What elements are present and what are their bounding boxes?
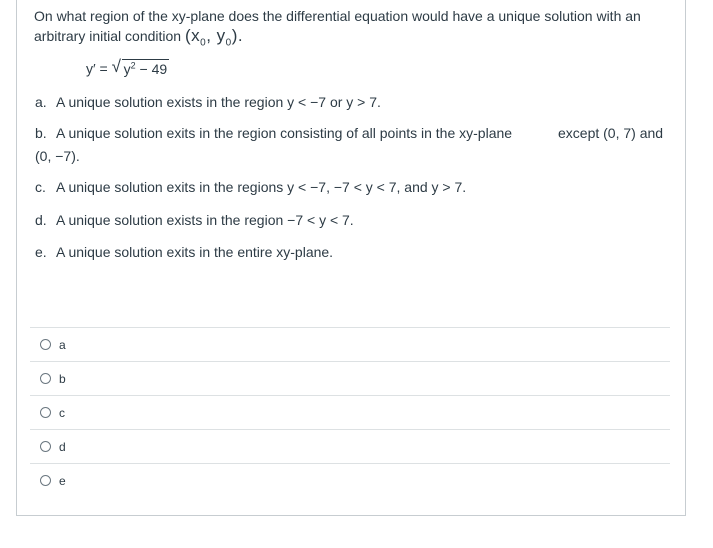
answer-list (30, 327, 670, 497)
answer-label: e (59, 473, 66, 488)
radio-button[interactable] (40, 475, 51, 486)
option-d-text: d. A unique solution exists in the region −7 < y < 7. (35, 212, 354, 228)
option-b-text-right: except (0, 7) and (558, 125, 664, 141)
answer-label: a (59, 337, 66, 352)
option-c-text: c. A unique solution exits in the regions y < −7, −7 < y < 7, and y > 7. (35, 179, 467, 195)
option-e-text: e. A unique solution exits in the entire xy-plane. (35, 244, 334, 260)
radio-button[interactable] (40, 339, 51, 350)
answer-option-e[interactable] (30, 463, 670, 497)
answer-option-b[interactable] (30, 361, 670, 395)
option-a-text: a. A unique solution exists in the region y < −7 or y > 7. (35, 94, 381, 110)
answer-label: c (59, 405, 65, 420)
answer-option-a[interactable] (30, 327, 670, 361)
answer-option-d[interactable] (30, 429, 670, 463)
radio-button[interactable] (40, 407, 51, 418)
radio-button[interactable] (40, 373, 51, 384)
option-b-text-cont: (0, −7). (35, 148, 80, 164)
answer-label: b (59, 371, 66, 386)
initial-condition: ($x_0$, $y_0$). (184, 26, 244, 49)
answer-option-c[interactable] (30, 395, 670, 429)
answer-label: d (59, 439, 66, 454)
question-text: On what region of the xy-plane does the differential equation would have a unique solution with an arbitrary initial condition ($x_0$, $y_0$). (34, 8, 641, 49)
radio-button[interactable] (40, 441, 51, 452)
differential-equation: y′ = √ $y^2 - 49$ (86, 57, 168, 77)
option-b-text: b. A unique solution exits in the region consisting of all points in the xy-plane (35, 125, 513, 141)
